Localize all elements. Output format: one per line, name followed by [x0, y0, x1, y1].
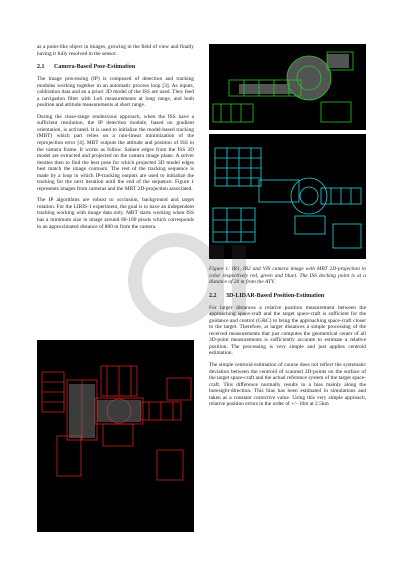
- section-number: 2.1: [37, 64, 45, 71]
- ir2-station-drawing: [209, 44, 366, 130]
- intro-paragraph: as a point-like object in images, growing in the field of view and finally having it fully resolved in the sensor.: [37, 44, 194, 57]
- figure-vis-image: [209, 134, 366, 259]
- body-paragraph: The image processing (IP) is composed of detection and tracking modules working together in an automatic process loop [3]. As inputs, calibration data and an a priori 3D model of the ISS are used. They feed a navigation filter with LoS measurements at long range, and both position and attitude measurements at short range.: [37, 76, 194, 109]
- left-column: [37, 44, 194, 235]
- right-column: [209, 262, 366, 413]
- section-title: Camera-Based Pose-Estimation: [54, 64, 136, 71]
- section-title: 3D-LIDAR-Based Position-Estimation: [226, 292, 325, 299]
- figure-caption: Figure 1: IR1, IR2 and VIS camera image with MBT 2D-projection in color respectively red, green and blue). The ISS docking point is at a distance of 20 m from the ATV.: [209, 266, 366, 286]
- section-heading-2-1: [37, 64, 194, 70]
- body-paragraph: During the close-range rendezvous approach, when the ISS have a sufficient resolution, the IP detection module, based on gradient orientation, is activated. It is used to initialize the model-based tracking (MBT) which part relies on a non-linear minimization of the reprojection error [4]. MBT outputs the attitude and position of ISS in the camera frame. It works as follow. Salient edges from the ISS 3D model are extracted and projected on the camera image plane. A solver iterates then to find the best pose for which projected 3D model edges best match the image contours. The rest of the tracking sequence is made by a loop in which IP-tracking outputs are used to initialize the tracking for the next iteration until the end of the sequence. Figure 1 represents images from cameras and the MBT 2D-projection associated.: [37, 113, 194, 192]
- figure-ir2-image: [209, 44, 366, 130]
- body-paragraph: The IP algorithms are robust to occlusion, background and target rotation. For the LIRIS-1 experiment, the goal is to have an independent tracking working with image data only. MBT starts working when ISS has a minimum size in image around 80-100 pixels which corresponds to an approximated distance of 800 m from the camera.: [37, 197, 194, 230]
- vis-station-drawing: [209, 134, 366, 259]
- body-paragraph: The simple centroid estimation of course does not reflect the systematic deviation between the centroid of scanned 3D-points on the surface of the target space-craft and the actual reference system of the target space-craft. This difference normally results in a bias mainly along the boresight-direction. This bias has been estimated in simulations and taken as a constant corrective value. Using this very simple approach, relative position errors in the order of +/- 10m at 2.5km: [209, 362, 366, 408]
- body-paragraph: For larger distances a relative position measurement between the approaching space-craft and the target space-craft is sufficient for the guidance and control (G&C) to bring the approaching space-craft closer to the target. Therefore, at larger distances a simple processing of the received measurements that just computes the geometrical center of all 3D-point measurements is sufficiently accurate to estimate a relative position. The processing is very simple and just applies centroid estimation.: [209, 304, 366, 357]
- figure-ir1-image: [37, 340, 194, 532]
- section-number: 2.2: [209, 292, 217, 299]
- section-heading-2-2: [209, 293, 366, 299]
- ir1-station-drawing: [37, 340, 194, 532]
